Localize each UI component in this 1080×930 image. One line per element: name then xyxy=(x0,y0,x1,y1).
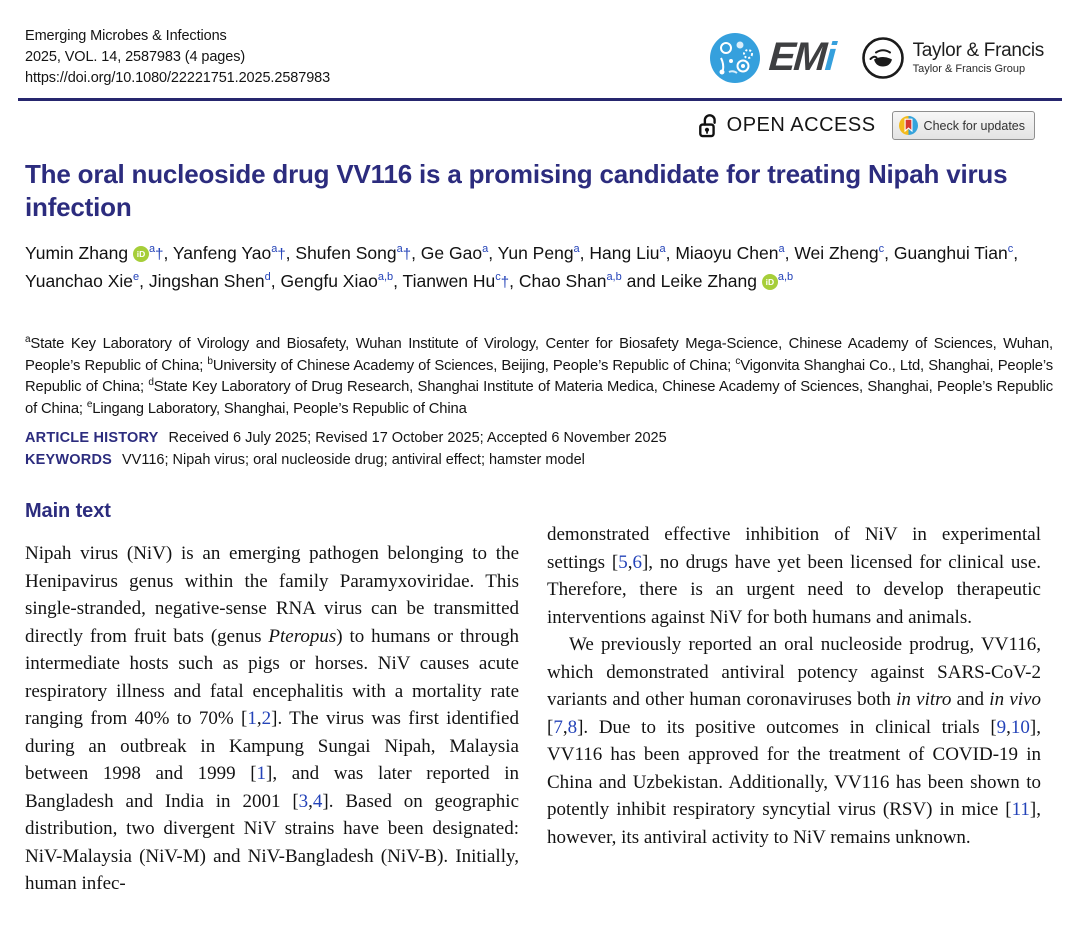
orcid-id-icon[interactable]: iD xyxy=(762,274,778,290)
body-paragraph: We previously reported an oral nucleoside prodrug, VV116, which demonstrated antiviral potency against SARS-CoV-2 variants and other human coronaviruses both in vitro and in vivo [7,8]. Due to its positive outcomes in clinical trials [9,10], VV116 has been approved for the treatment of COVID-19 in China and Uzbekistan. Additionally, VV116 has been shown to potently inhibit respiratory syncytial virus (RSV) in mice [11], however, its antiviral activity to NiV remains unknown. xyxy=(547,634,1041,848)
main-text-heading: Main text xyxy=(25,500,111,522)
author-affiliation-sup: a,b xyxy=(606,271,622,284)
emi-logo xyxy=(709,32,837,84)
citation-ref[interactable]: 4 xyxy=(312,790,323,812)
taylor-francis-wordmark xyxy=(913,40,1044,75)
journal-name: Emerging Microbes & Infections xyxy=(25,28,227,44)
affiliation-text: State Key Laboratory of Drug Research, Shanghai Institute of Materia Medica, Chinese Academy of Sciences, Shanghai, People’s Republic of China; xyxy=(25,379,1053,417)
author-name: Guanghui Tian xyxy=(893,243,1008,263)
emi-microbe-globe-icon xyxy=(709,32,761,84)
italic-text: Pteropus xyxy=(268,625,337,647)
citation-ref[interactable]: 1 xyxy=(247,708,257,729)
journal-info xyxy=(25,26,330,89)
tf-group: Taylor & Francis Group xyxy=(912,63,1026,75)
check-for-updates-label: Check for updates xyxy=(923,118,1025,133)
taylor-francis-logo xyxy=(861,36,1044,80)
citation-ref[interactable]: 6 xyxy=(632,551,642,573)
author-affiliation-sup: a,b xyxy=(377,271,394,284)
affiliation-text: State Key Laboratory of Virology and Biosafety, Wuhan Institute of Virology, Center for Biosafety Mega-Science, Chinese Academy of Sciences, Wuhan, People’s Republic of China; xyxy=(25,336,1053,374)
italic-text: in vitro xyxy=(896,689,952,710)
author-name: Miaoyu Chen xyxy=(675,243,779,263)
author-name: Hang Liu xyxy=(589,243,660,263)
article-history-label: ARTICLE HISTORY xyxy=(25,430,159,446)
author-affiliation-sup: a xyxy=(659,243,666,256)
body-paragraph: Nipah virus (NiV) is an emerging pathogen belonging to the Henipavirus genus within the family Paramyxoviridae. This single-stranded, negative-sense RNA virus can be transmitted directly from fruit bats (genus Pteropus) to humans or through intermediate hosts such as pigs or horses. NiV causes acute respiratory illness and fatal encephalitis with a mortality rate ranging from 40% to 70% [1,2]. The virus was first identified during an outbreak in Kampung Sungai Nipah, Malaysia between 1998 and 1999 [1], and was later reported in Bangladesh and India in 2001 [3,4]. Based on geographic distribution, two divergent NiV strains have been designated: NiV-Malaysia (NiV-M) and NiV-Bangladesh (NiV-B). Initially, human infec- xyxy=(25,543,520,894)
affiliation-sup: a xyxy=(25,334,31,346)
citation-ref[interactable]: 2 xyxy=(261,708,272,729)
author-affiliation-sup: e xyxy=(133,271,140,284)
emi-wordmark: EMi xyxy=(767,35,837,79)
crossmark-circle-icon xyxy=(899,116,918,135)
author-affiliation-sup: c xyxy=(878,243,885,256)
article-meta xyxy=(25,428,667,471)
author-name: Gengfu Xiao xyxy=(280,271,378,291)
equal-contribution-dagger: † xyxy=(277,246,286,263)
citation-ref[interactable]: 3 xyxy=(298,790,309,812)
author-affiliation-sup: d xyxy=(264,271,271,284)
affiliation-sup: d xyxy=(148,377,154,389)
affiliation-sup: e xyxy=(86,398,93,410)
citation-ref[interactable]: 5 xyxy=(618,551,628,573)
author-name: Wei Zheng xyxy=(794,243,879,263)
taylor-francis-lamp-icon xyxy=(861,36,905,80)
article-title: The oral nucleoside drug VV116 is a promising candidate for treating Nipah virus infection xyxy=(25,159,1008,222)
equal-contribution-dagger: † xyxy=(402,246,412,263)
main-text-columns xyxy=(25,500,1041,898)
header-divider xyxy=(18,98,1062,101)
body-paragraph: demonstrated effective inhibition of NiV in experimental settings [5,6], no drugs have yet been licensed for clinical use. Therefore, there is an urgent need to develop therapeutic interventions against NiV for both humans and animals. xyxy=(547,524,1042,628)
author-name: Shufen Song xyxy=(295,243,397,263)
italic-text: in vivo xyxy=(989,689,1041,710)
citation-ref[interactable]: 8 xyxy=(567,716,578,738)
author-name: Jingshan Shen xyxy=(148,271,265,291)
author-name: Ge Gao xyxy=(420,243,483,263)
doi-link[interactable]: https://doi.org/10.1080/22221751.2025.2587983 xyxy=(25,70,331,86)
author-name: Chao Shan xyxy=(518,271,607,291)
affiliation-text: Vigonvita Shanghai Co., Ltd, Shanghai, People’s Republic of China; xyxy=(25,357,1053,395)
author-affiliation-sup: c xyxy=(495,271,501,284)
author-affiliation-sup: c xyxy=(1007,243,1014,256)
logo-group xyxy=(709,26,1062,89)
citation-ref[interactable]: 11 xyxy=(1011,799,1030,820)
right-column xyxy=(547,500,1041,898)
author-affiliation-sup: a xyxy=(778,243,785,256)
citation-ref[interactable]: 7 xyxy=(553,716,563,738)
keywords-label: KEYWORDS xyxy=(25,451,112,468)
author-name: Tianwen Hu xyxy=(402,271,496,291)
author-affiliation-sup: a xyxy=(482,243,489,256)
author-affiliation-sup: a xyxy=(271,243,278,256)
citation-ref[interactable]: 10 xyxy=(1010,716,1030,738)
page-header xyxy=(25,26,1062,89)
article-history-text: Received 6 July 2025; Revised 17 October 2025; Accepted 6 November 2025 xyxy=(168,430,667,446)
author-name: Yuanchao Xie xyxy=(25,271,134,291)
author-name: Yanfeng Yao xyxy=(172,243,272,263)
author-name: Yumin Zhang xyxy=(25,243,129,263)
keywords-row xyxy=(25,450,667,472)
journal-volume: 2025, VOL. 14, 2587983 (4 pages) xyxy=(25,49,246,65)
affiliation-sup: c xyxy=(735,355,741,367)
affiliation-text: Lingang Laboratory, Shanghai, People’s Republic of China xyxy=(92,400,467,417)
author-affiliation-sup: a xyxy=(149,243,156,256)
affiliation-text: University of Chinese Academy of Sciences, Beijing, People’s Republic of China; xyxy=(212,357,736,374)
keywords-text: VV116; Nipah virus; oral nucleoside drug; antiviral effect; hamster model xyxy=(122,451,585,468)
orcid-id-icon[interactable]: iD xyxy=(133,246,149,262)
author-list: Yumin Zhang iD $^a$†, Yanfeng Yao$^a$†, Shufen Song$^a$†, Ge Gao$^a$, Yun Peng$^a$, Hang Liu$^a$, Miaoyu Chen$^a$, Wei Zheng$^c$, Guanghui Tian$^c$, Yuanchao Xie$^e$, Jingshan Shen$^d$, Gengfu Xiao$^{a,b}$, Tianwen Hu$^c$†, Chao Shan$^{a,b}$ and Leike Zhang iD $^{a,b}$ xyxy=(25,243,1019,291)
check-for-updates-button[interactable] xyxy=(892,111,1035,140)
open-padlock-icon xyxy=(698,112,720,139)
author-name: Yun Peng xyxy=(497,243,574,263)
open-access-badge xyxy=(698,112,876,139)
access-row xyxy=(698,111,1035,140)
tf-name: Taylor & Francis xyxy=(912,40,1044,61)
citation-ref[interactable]: 1 xyxy=(256,763,267,784)
citation-ref[interactable]: 9 xyxy=(996,716,1007,738)
affiliation-sup: b xyxy=(207,355,213,367)
article-history-row xyxy=(25,428,667,450)
equal-contribution-dagger: † xyxy=(155,246,164,263)
equal-contribution-dagger: † xyxy=(500,274,510,291)
author-affiliation-sup: a,b xyxy=(777,271,794,284)
left-column xyxy=(25,500,519,898)
author-name: Leike Zhang xyxy=(660,271,757,291)
open-access-label: OPEN ACCESS xyxy=(726,114,876,136)
author-affiliation-sup: a xyxy=(573,243,580,256)
affiliations xyxy=(25,334,1053,420)
author-affiliation-sup: a xyxy=(396,243,403,256)
